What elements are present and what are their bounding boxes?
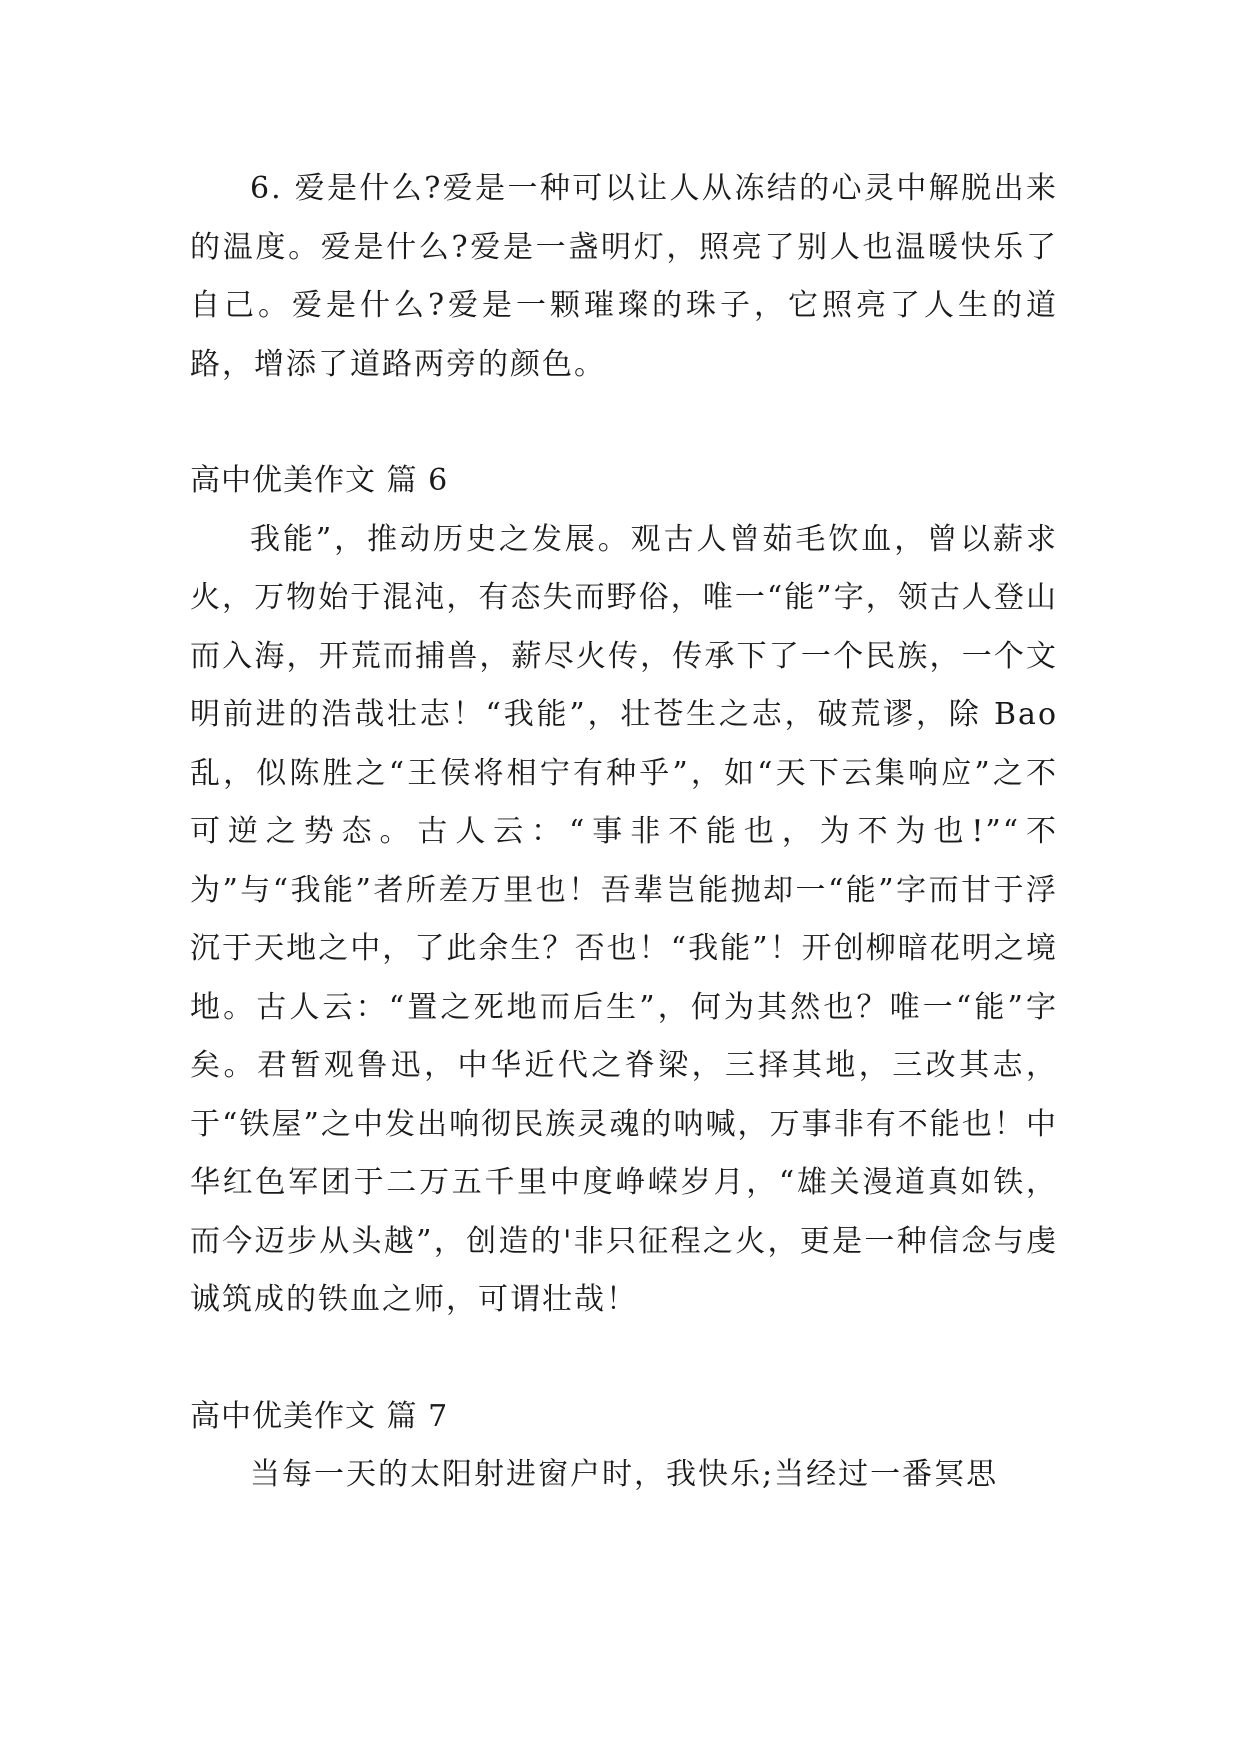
section-spacer bbox=[190, 1330, 1058, 1388]
essay-section-6 bbox=[190, 452, 1058, 1330]
body-paragraph: 当每一天的太阳射进窗户时，我快乐;当经过一番冥思 bbox=[250, 1457, 999, 1492]
section-heading: 高中优美作文 篇 7 bbox=[190, 1398, 449, 1434]
section-heading: 高中优美作文 篇 6 bbox=[190, 463, 449, 498]
essay-section-5-end bbox=[190, 160, 1058, 394]
section-spacer bbox=[190, 394, 1058, 452]
body-paragraph: 我能”，推动历史之发展。观古人曾茹毛饮血，曾以薪求火，万物始于混沌，有态失而野俗，唯一“能”字，领古人登山而入海，开荒而捕兽，薪尽火传，传承下了一个民族，一个文明前进的浩哉壮志！“我能”，壮苍生之志，破荒谬，除 Bao 乱，似陈胜之“王侯将相宁有种乎”，如“天下云集响应”之不可逆之势态。古人云：“事非不能也，为不为也!”“不为”与“我能”者所差万里也！吾辈岂能抛却一“能”字而甘于浮沉于天地之中，了此余生？否也！“我能”！开创柳暗花明之境地。古人云：“置之死地而后生”，何为其然也？唯一“能”字矣。君暂观鲁迅，中华近代之脊梁，三择其地，三改其志，于“铁屋”之中发出响彻民族灵魂的呐喊，万事非有不能也！中华红色军团于二万五千里中度峥嵘岁月，“雄关漫道真如铁，而今迈步从头越”，创造的'非只征程之火，更是一种信念与虔诚筑成的铁血之师，可谓壮哉！ bbox=[190, 521, 1058, 1317]
document-page bbox=[190, 160, 1058, 1505]
body-paragraph: 6. 爱是什么?爱是一种可以让人从冻结的心灵中解脱出来的温度。爱是什么?爱是一盏明灯，照亮了别人也温暖快乐了自己。爱是什么?爱是一颗璀璨的珠子，它照亮了人生的道路，增添了道路两旁的颜色。 bbox=[190, 171, 1058, 382]
essay-section-7 bbox=[190, 1388, 1058, 1505]
